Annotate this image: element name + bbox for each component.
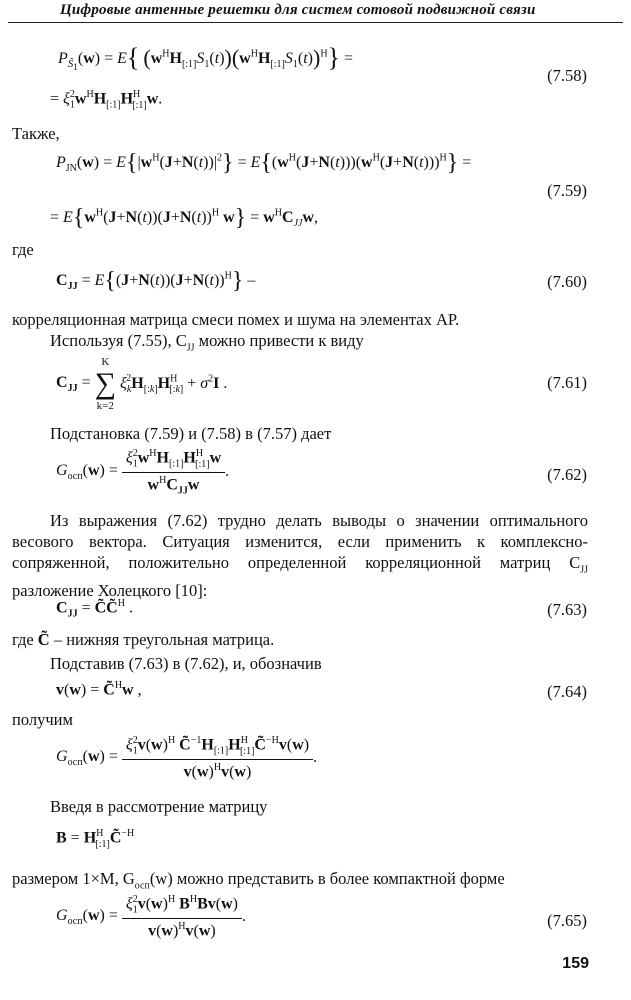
equation-number: (7.59)	[547, 181, 587, 200]
text-podstaviv: Подставив (7.63) в (7.62), и, обозначив	[50, 654, 322, 673]
equation-gosp-v: $G_{осп}(w)$ = $\frac{\xi_1^2v(w)^H C̃^{-1}H_{[:1]}H^H_{[:1]}C̃^{-H}v(w)}{v(w)^Hv(w)}$ .	[56, 735, 318, 780]
equation-7-60: $C_{JJ} = E\{(J+N(t))(J+N(t))^H\}$ –	[56, 268, 256, 294]
text-razmerom: размером 1×M, $G_{осп}(w)$ можно представить в более компактной форме	[12, 869, 505, 892]
equation-7-58-line1: $P_{S̃_1}(w) = E${ $(w^HH_{[:1]}S_1(t))(w^HH_{[:1]}S_1(t))^H$} =	[58, 43, 354, 73]
page-number: 159	[562, 955, 589, 972]
equation-number: (7.64)	[547, 682, 587, 701]
header-rule	[8, 22, 623, 23]
equation-7-59-line1: $P_{JN}(w) = E\{|w^H(J+N(t))|^2\} = E\{(w^H(J+N(t)))(w^H(J+N(t)))^H\}$ =	[56, 150, 472, 176]
equation-number: (7.63)	[547, 600, 587, 619]
text-podstanovka: Подстановка (7.59) и (7.58) в (7.57) дает	[50, 424, 332, 443]
equation-7-63: $C_{JJ}$ = C̃C̃$^H$ .	[56, 598, 133, 620]
equation-number: (7.62)	[547, 465, 587, 484]
text-gde-nizhnyaya: где C̃ – нижняя треугольная матрица.	[12, 630, 275, 649]
equation-number: (7.65)	[547, 911, 587, 930]
text-poluchim: получим	[12, 710, 73, 729]
equation-7-62: $G_{осп}(w)$ = $\frac{\xi_1^2w^HH_{[:1]}H^H_{[:1]}w}{w^HC_{JJ}w}$ .	[56, 448, 230, 497]
running-header: Цифровые антенные решетки для систем сотовой подвижной связи	[60, 2, 536, 18]
equation-B: $B = H^H_{[:1]}C̃^{-H}$	[56, 828, 135, 850]
text-vvedya: Введя в рассмотрение матрицу	[50, 797, 268, 816]
equation-number: (7.61)	[547, 373, 587, 392]
text-ispolzuya: Используя (7.55), $C_{JJ}$ можно привести к виду	[50, 331, 364, 354]
text-gde: где	[12, 240, 34, 259]
equation-7-58-line2: = $\xi_1^2w^HH_{[:1]}H^H_{[:1]}w$.	[50, 89, 163, 111]
paragraph-holetsky: Из выражения (7.62) трудно делать выводы о значении оптимального весового вектора. Ситуация изменится, если применить к комплексно-сопряженной, положительно определенной корреляционной матриц $C_{JJ}$ разложение Холецкого [10]:	[12, 511, 588, 601]
equation-7-61: $C_{JJ}$ = K ∑ k=2 $\xi_k^2H_{[:k]}H^H_{[:k]} + \sigma^2I$ .	[56, 356, 228, 412]
text-korrelyatsionnaya: корреляционная матрица смеси помех и шума на элементах АР.	[12, 310, 460, 329]
equation-number: (7.58)	[547, 66, 587, 85]
equation-7-64: v(w) = C̃$^H$w ,	[56, 680, 142, 699]
equation-7-65: $G_{осп}(w)$ = $\frac{\xi_1^2v(w)^H B^HBv(w)}{v(w)^Hv(w)}$ .	[56, 894, 246, 939]
equation-number: (7.60)	[547, 272, 587, 291]
text-takzhe: Также,	[12, 124, 60, 143]
equation-7-59-line2: = $E\{w^H(J+N(t))(J+N(t))^H$ $w\} = w^HC_{JJ}w$,	[50, 205, 319, 231]
